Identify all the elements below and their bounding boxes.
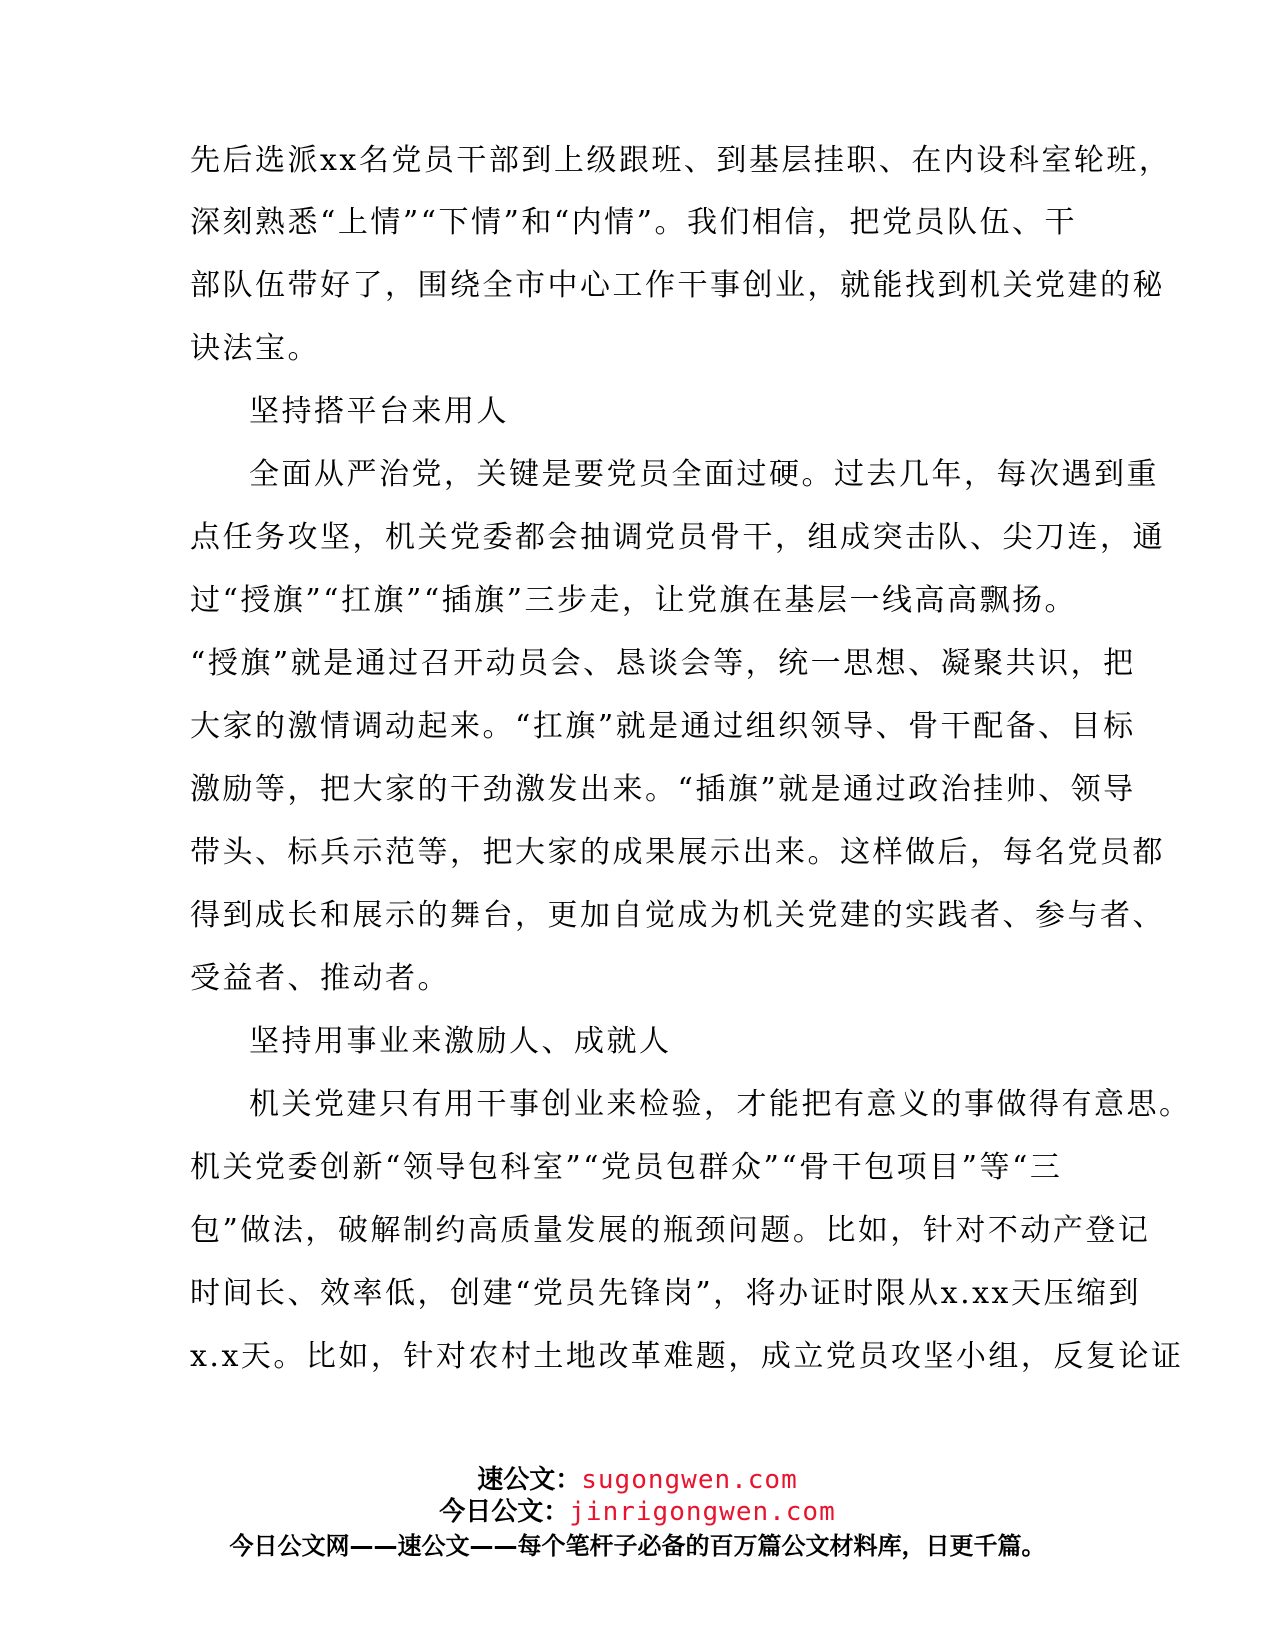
footer-label: 今日公文： [439,1497,570,1527]
footer-link[interactable]: sugongwen.com [581,1465,798,1495]
body-line: 机关党建只有用干事创业来检验，才能把有意义的事做得有意思。 [249,1087,1192,1122]
body-line: 激励等，把大家的干劲激发出来。“插旗”就是通过政治挂帅、领导 [190,772,1136,807]
body-line: 包”做法，破解制约高质量发展的瓶颈问题。比如，针对不动产登记 [190,1213,1151,1248]
footer-jinrigongwen [0,1495,1275,1529]
footer-sugongwen [0,1463,1275,1497]
section-heading: 坚持用事业来激励人、成就人 [249,1024,672,1059]
body-line: “授旗”就是通过召开动员会、恳谈会等，统一思想、凝聚共识，把 [190,646,1136,681]
section-heading: 坚持搭平台来用人 [249,394,509,429]
body-line: 先后选派xx名党员干部到上级跟班、到基层挂职、在内设科室轮班， [190,143,1172,178]
body-line: x.x天。比如，针对农村土地改革难题，成立党员攻坚小组，反复论证 [190,1339,1184,1374]
body-line: 部队伍带好了，围绕全市中心工作干事创业，就能找到机关党建的秘 [190,268,1165,303]
body-line: 得到成长和展示的舞台，更加自觉成为机关党建的实践者、参与者、 [190,898,1165,933]
body-line: 带头、标兵示范等，把大家的成果展示出来。这样做后，每名党员都 [190,835,1165,870]
footer-link[interactable]: jinrigongwen.com [569,1497,836,1527]
body-line: 点任务攻坚，机关党委都会抽调党员骨干，组成突击队、尖刀连，通 [190,520,1165,555]
body-line: 深刻熟悉“上情”“下情”和“内情”。我们相信，把党员队伍、干 [190,205,1078,240]
body-line: 大家的激情调动起来。“扛旗”就是通过组织领导、骨干配备、目标 [190,709,1136,744]
body-line: 过“授旗”“扛旗”“插旗”三步走，让党旗在基层一线高高飘扬。 [190,583,1078,618]
body-line: 诀法宝。 [190,331,320,366]
footer-label: 速公文： [477,1465,582,1495]
footer-slogan: 今日公文网——速公文——每个笔杆子必备的百万篇公文材料库，日更千篇。 [229,1532,1046,1560]
body-line: 机关党委创新“领导包科室”“党员包群众”“骨干包项目”等“三 [190,1150,1063,1185]
body-line: 时间长、效率低，创建“党员先锋岗”，将办证时限从x.xx天压缩到 [190,1276,1141,1311]
body-line: 受益者、推动者。 [190,961,450,996]
body-line: 全面从严治党，关键是要党员全面过硬。过去几年，每次遇到重 [249,457,1159,492]
